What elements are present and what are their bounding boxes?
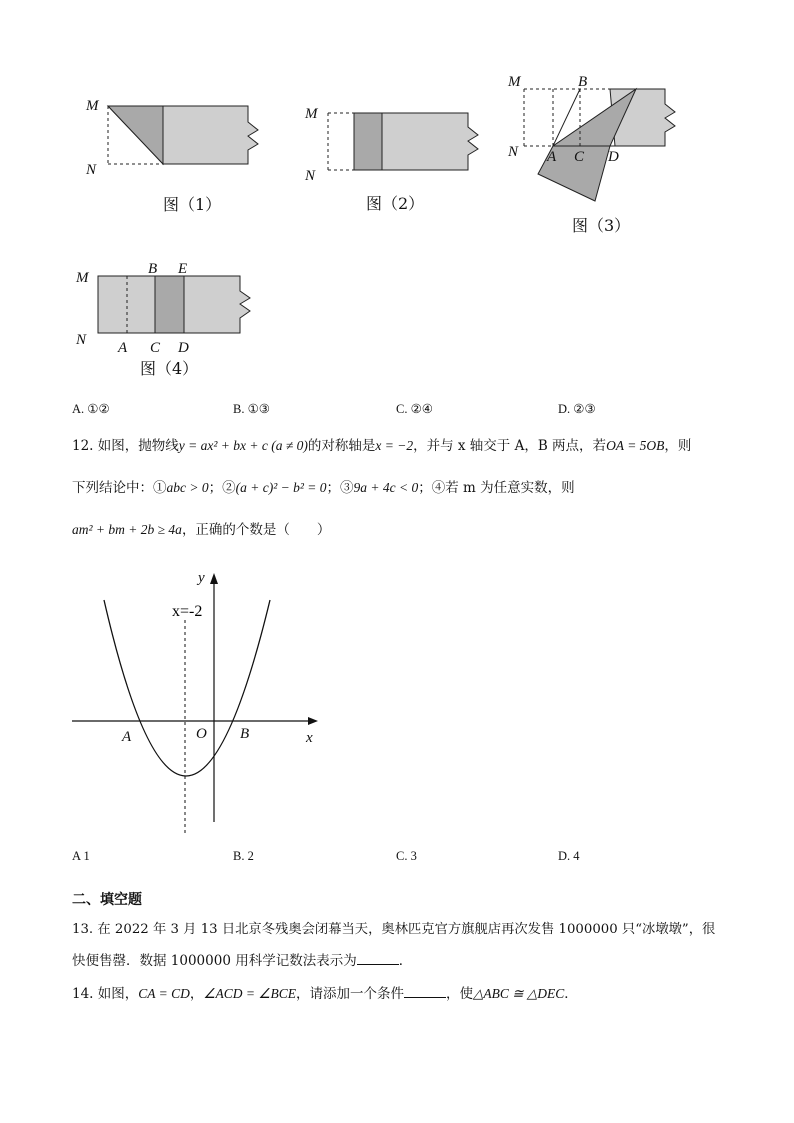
fig4-label-a: A: [118, 340, 128, 356]
q12-option-a[interactable]: A 1: [72, 849, 90, 863]
figure-4: [72, 258, 262, 358]
fig1-label-n: N: [86, 162, 97, 178]
fig3-label-b: B: [578, 74, 588, 90]
graph-y-label: y: [198, 570, 205, 586]
graph-point-b: B: [240, 726, 250, 742]
fig2-caption: 图（2）: [366, 194, 425, 213]
parabola-curve: [104, 600, 270, 776]
fig3-label-d: D: [608, 149, 619, 165]
q13-answer-blank[interactable]: [357, 950, 399, 965]
fig4-caption: 图（4）: [140, 359, 199, 378]
figure-1: [80, 92, 280, 182]
q12-option-b[interactable]: B. 2: [233, 849, 254, 863]
fig3-caption: 图（3）: [572, 216, 631, 235]
fig4-label-c: C: [150, 340, 161, 356]
fig3-label-a: A: [547, 149, 557, 165]
q12-option-c[interactable]: C. 3: [396, 849, 417, 863]
fig3-label-c: C: [574, 149, 585, 165]
graph-point-a: A: [122, 729, 132, 745]
fig4-overlap-band: [155, 276, 184, 333]
parabola-graph: [62, 560, 332, 840]
q11-option-b[interactable]: B. ①③: [233, 402, 270, 416]
fig4-label-m: M: [76, 270, 89, 286]
figure-2: [300, 100, 500, 190]
fig3-label-m: M: [508, 74, 521, 90]
fig4-label-n: N: [76, 332, 87, 348]
fig4-label-e: E: [178, 261, 188, 277]
q11-option-a[interactable]: A. ①②: [72, 402, 110, 416]
fig1-caption: 图（1）: [163, 195, 222, 214]
q12-line-1: 12. 如图，抛物线y = ax² + bx + c (a ≠ 0)的对称轴是x = −2，并与 x 轴交于 A，B 两点，若OA = 5OB，则: [72, 438, 692, 454]
graph-axis-label: x=-2: [172, 603, 203, 620]
figure-3: [500, 66, 690, 206]
q13-line-2: 快便售罄．数据 1000000 用科学记数法表示为 ．: [72, 950, 412, 971]
fig3-label-n: N: [508, 144, 519, 160]
graph-origin: O: [196, 726, 207, 742]
q12-option-d[interactable]: D. 4: [558, 849, 580, 863]
q12-line-2: 下列结论中：①abc > 0；②(a + c)² − b² = 0；③9a + 4c < 0；④若 m 为任意实数，则: [72, 480, 575, 496]
fig2-label-m: M: [305, 106, 318, 122]
fig4-label-b: B: [148, 261, 158, 277]
fig1-folded-triangle: [108, 106, 163, 164]
fig2-folded-band: [354, 113, 382, 170]
q12-line-3: am² + bm + 2b ≥ 4a，正确的个数是（ ）: [72, 522, 331, 538]
q11-option-c[interactable]: C. ②④: [396, 402, 433, 416]
fig4-label-d: D: [178, 340, 189, 356]
y-axis-arrow: [210, 573, 218, 584]
q14-line: 14. 如图，CA = CD，∠ACD = ∠BCE，请添加一个条件 ，使△ABC ≅ △DEC．: [72, 983, 578, 1004]
q13-line-1: 13. 在 2022 年 3 月 13 日北京冬残奥会闭幕当天，奥林匹克官方旗舰店再次发售 1000000 只“冰墩墩”，很: [72, 922, 716, 937]
q11-option-d[interactable]: D. ②③: [558, 402, 596, 416]
x-axis-arrow: [308, 717, 318, 725]
q14-answer-blank[interactable]: [404, 983, 446, 998]
graph-x-label: x: [306, 730, 313, 746]
fig1-label-m: M: [86, 98, 99, 114]
fig2-label-n: N: [305, 168, 316, 184]
section-title: 二、填空题: [72, 892, 142, 908]
